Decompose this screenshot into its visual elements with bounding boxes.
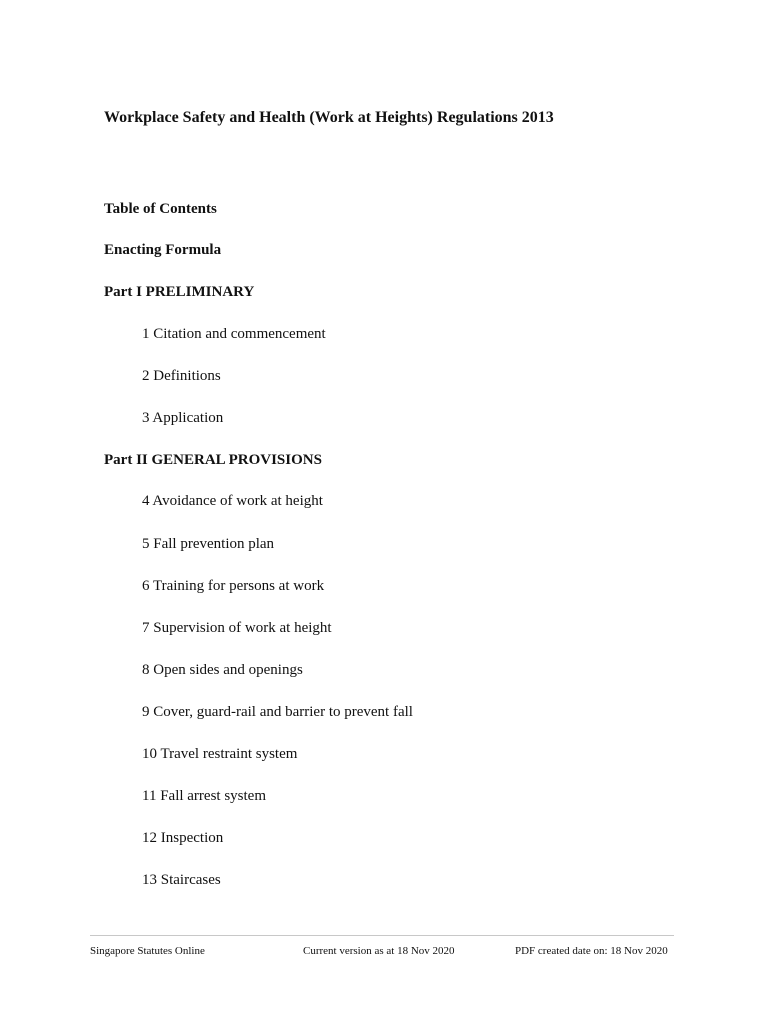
toc-entry: 12 Inspection	[142, 830, 224, 846]
toc-entry: 11 Fall arrest system	[142, 788, 267, 804]
toc-entry: 8 Open sides and openings	[142, 662, 303, 678]
toc-heading: Part II GENERAL PROVISIONS	[104, 452, 322, 468]
toc-entry: 7 Supervision of work at height	[142, 620, 332, 636]
footer-version: Current version as at 18 Nov 2020	[303, 945, 455, 957]
toc-entry: 13 Staircases	[142, 872, 221, 888]
toc-heading: Part I PRELIMINARY	[104, 284, 255, 300]
toc-entry: 4 Avoidance of work at height	[142, 493, 323, 509]
toc-heading: Table of Contents	[104, 201, 217, 217]
footer-source: Singapore Statutes Online	[90, 945, 205, 957]
toc-entry: 2 Definitions	[142, 368, 221, 384]
toc-entry: 10 Travel restraint system	[142, 746, 298, 762]
footer-created-date: PDF created date on: 18 Nov 2020	[515, 945, 668, 957]
toc-entry: 6 Training for persons at work	[142, 578, 325, 594]
document-title: Workplace Safety and Health (Work at Heights) Regulations 2013	[104, 109, 554, 126]
footer-divider	[90, 935, 674, 936]
toc-entry: 3 Application	[142, 410, 224, 426]
toc-entry: 1 Citation and commencement	[142, 326, 326, 342]
toc-entry: 5 Fall prevention plan	[142, 536, 275, 552]
toc-heading: Enacting Formula	[104, 242, 222, 258]
toc-entry: 9 Cover, guard-rail and barrier to prevent fall	[142, 704, 413, 720]
